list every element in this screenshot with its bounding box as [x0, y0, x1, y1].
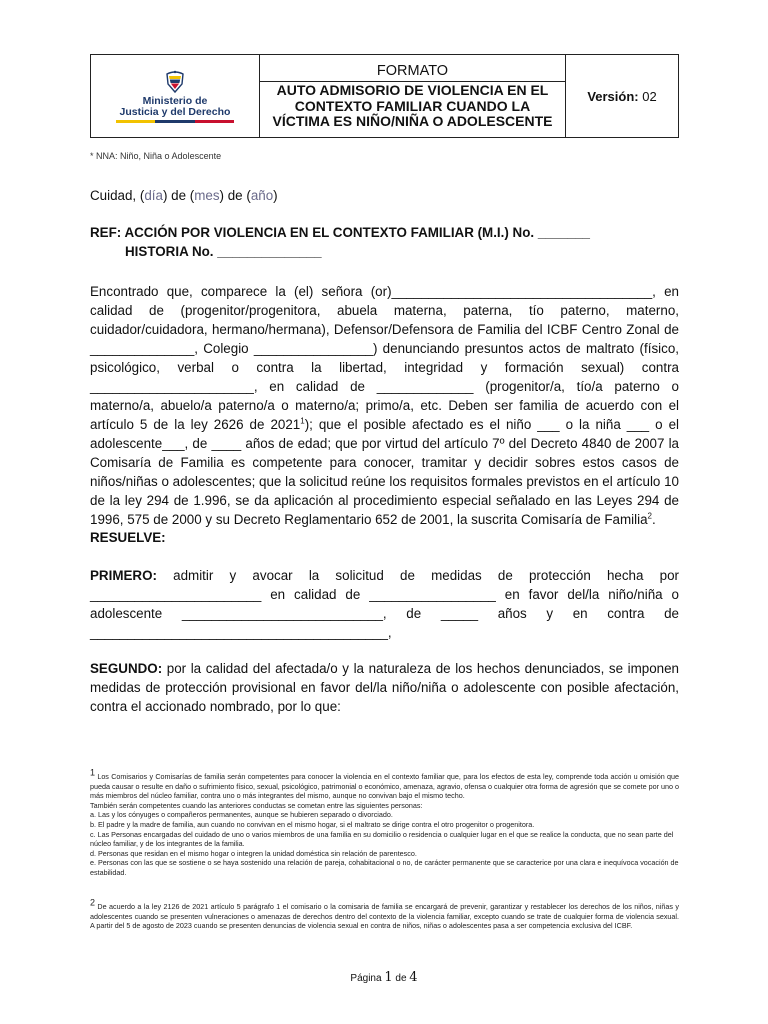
primero-paragraph	[90, 566, 679, 642]
date-line	[90, 186, 679, 205]
logo-cell	[91, 55, 260, 138]
version-label: Versión:	[587, 88, 639, 104]
date-anio: año	[250, 188, 274, 203]
logo-line-1: Ministerio de	[142, 94, 208, 107]
formato-label: FORMATO	[260, 62, 565, 82]
footnote-1	[90, 767, 679, 878]
date-de1: ) de (	[162, 188, 195, 203]
date-dia: día	[144, 188, 163, 203]
document-title: AUTO ADMISORIO DE VIOLENCIA EN EL CONTEXTO FAMILIAR CUANDO LA VÍCTIMA ES NIÑO/NIÑA O ADOLESCENTE	[272, 82, 553, 130]
ministry-logo	[91, 55, 259, 137]
resuelve-heading: RESUELVE:	[90, 530, 166, 545]
segundo-text: por la calidad del afectada/o y la naturaleza de los hechos denunciados, se imponen medidas de protección provisional en favor del/la niño/niña o adolescente con posible afectación, contra el accionado nombrado, por lo que:	[90, 661, 679, 714]
version-cell	[566, 55, 679, 138]
version-value: 02	[638, 88, 657, 104]
body-paragraph	[90, 282, 679, 529]
title-cell	[260, 55, 566, 138]
date-de2: ) de (	[219, 188, 251, 203]
footnote-ref-2: 2	[647, 511, 652, 521]
primero-text: admitir y avocar la solicitud de medidas de protección hecha por _______________________ en calidad de _________________ en favor del/la niño/niña o adolescente ___________________________, de _____ años y en contra de ________________________________________,	[90, 568, 679, 640]
footnote-1-text: Los Comisarios y Comisarías de familia serán competentes para conocer la violencia en el contexto familiar que, para los efectos de esta ley, comprende toda acción u omisión que pueda causar o resulte en daño o sufrimiento físico, sexual, psicológico, patrimonial o económico, amenaza, agravio, ofensa o cualquier otra forma de agresión que se comete por uno o más miembros del núcleo familiar, contra uno o más integrantes del mismo, aunque no convivan bajo el mismo techo.	[90, 772, 679, 801]
footnote-2	[90, 897, 679, 931]
flag-bar	[116, 120, 234, 123]
date-end: )	[273, 188, 278, 203]
date-prefix: Cuidad, (	[90, 188, 145, 203]
footer-de: de	[392, 973, 410, 984]
footer-page-total: 4	[409, 970, 418, 985]
coat-of-arms-icon	[164, 70, 186, 94]
body-text-a: Encontrado que, comparece la (el) señora (or)___________________________________, en calidad de (progenitor/progenitora, abuela materna, paterna, tío paterno, materno, cuidador/cuidadora, hermano/hermana), Defensor/Defensora de Familia del ICBF Centro Zonal de ______________, Colegio ________________) denunciando presuntos actos de maltrato (físico, psicológico, verbal o contra la libertad, integridad y formación sexual) contra ______________________, en calidad de _____________ (progenitor/a, tío/a paterno o materno/a, abuelo/a paterno/a o materno/a; primo/a, etc. Deben ser familia de acuerdo con el artículo 5 de la ley 2626 de 2021	[90, 284, 679, 432]
segundo-paragraph	[90, 659, 679, 716]
nna-note	[90, 151, 221, 161]
footnote-2-text: De acuerdo a la ley 2126 de 2021 artículo 5 parágrafo 1 el comisario o la comisaria de familia se encargará de prevenir, garantizar y restablecer los derechos de los niños, niñas y adolescentes cuando se presenten vulneraciones o amenazas de derechos dentro del contexto de la violencia familiar, excepto cuando se trate de cualquier forma de violencia sexual. A partir del 5 de agosto de 2023 cuando se presenten denuncias de violencia sexual en contra de niños, niñas o adolescentes pasa a ser competencia exclusiva del ICBF.	[90, 902, 679, 931]
footer-pagina: Página	[350, 973, 385, 984]
nna-note-star: *	[90, 151, 94, 161]
footnote-1-e: e. Personas con las que se sostiene o se haya sostenido una relación de pareja, cohabitacional o no, de carácter permanente que se caracterice por una clara e inequívoca vocación de estabilidad.	[90, 858, 679, 877]
footnote-1-b: b. El padre y la madre de familia, aun cuando no convivan en el mismo hogar, si el maltrato se dirige contra el otro progenitor o progenitora.	[90, 819, 535, 829]
ref-line: REF: ACCIÓN POR VIOLENCIA EN EL CONTEXTO FAMILIAR (M.I.) No. _______	[90, 225, 590, 240]
header-table	[90, 54, 679, 138]
historia-line: HISTORIA No. ______________	[125, 244, 322, 259]
footnote-1-main	[90, 767, 679, 801]
logo-line-2: Justicia y del Derecho	[119, 105, 231, 118]
footnote-1-c: c. Las Personas encargadas del cuidado de uno o varios miembros de una familia en su domicilio o residencia o cualquier lugar en el que se realice la conducta, que no sean parte del núcleo familiar, y de los integrantes de la familia.	[90, 829, 674, 849]
footnote-1-a: a. Las y los cónyuges o compañeros permanentes, aunque se hubieren separado o divorciado.	[90, 810, 393, 820]
segundo-label: SEGUNDO:	[90, 661, 163, 676]
footer-page-number: 1	[384, 970, 393, 985]
page-footer	[0, 970, 768, 985]
nna-note-text: NNA: Niño, Niña o Adolescente	[93, 151, 222, 161]
date-mes: mes	[194, 188, 220, 203]
body-text-c: .	[651, 512, 656, 527]
footnote-ref-1: 1	[300, 416, 305, 426]
footnote-1-d: d. Personas que residan en el mismo hogar o integren la unidad doméstica sin relación de parentesco.	[90, 848, 417, 858]
footnote-1-line2: También serán competentes cuando las anteriores conductas se cometan entre las siguientes personas:	[90, 800, 423, 810]
footnote-2-mark: 2	[90, 897, 96, 908]
primero-label: PRIMERO:	[90, 568, 157, 583]
body-text-b: ); que el posible afectado es el niño ___ o la niña ___ o el adolescente___, de ____ años de edad; que por virtud del artículo 7º del Decreto 4840 de 2007 la Comisaría de Familia es competente para conocer, tramitar y decidir sobres estos casos de niños/niñas o adolescentes; que la solicitud reúne los requisitos formales previstos en el artículo 10 de la ley 294 de 1.996, se da aplicación al procedimiento especial señalado en las Leyes 294 de 1996, 575 de 2000 y su Decreto Reglamentario 652 de 2001, la suscrita Comisaría de Familia	[90, 417, 679, 527]
footnote-1-mark: 1	[90, 767, 96, 778]
